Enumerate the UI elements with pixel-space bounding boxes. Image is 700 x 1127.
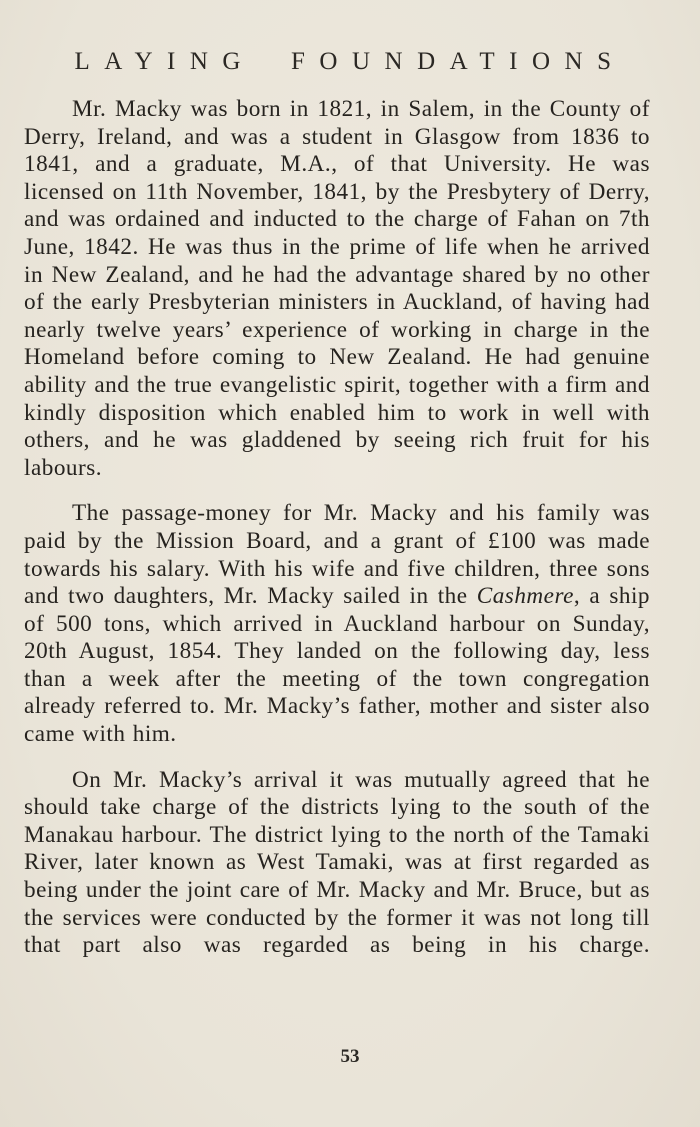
running-head-word-1: LAYING: [74, 48, 255, 75]
ship-name: Cashmere: [476, 583, 574, 610]
paragraph-3: On Mr. Macky’s arrival it was mutually agreed that he should take charge of the districts lying to the south of the Manakau harbour. The district lying to the north of the Tamaki River, later known as West Tamaki, was at first regarded as being under the joint care of Mr. Macky and Mr. Bruce, but as the services were conducted by the former it was not long till that part also was regarded as being in his charge.: [24, 766, 650, 959]
body-text: [24, 96, 650, 960]
paragraph-2: [24, 500, 650, 748]
paragraph-2-text-a: The passage-money for Mr. Macky and his family was paid by the Mission Board, and a grant of £100 was made towards his salary. With his wife and five children, three sons and two daughters, Mr. Macky sailed in the: [24, 500, 650, 610]
running-head: [0, 48, 700, 76]
paragraph-1: Mr. Macky was born in 1821, in Salem, in the County of Derry, Ireland, and was a student in Glasgow from 1836 to 1841, and a graduate, M.A., of that University. He was licensed on 11th November, 1841, by the Presbytery of Derry, and was ordained and inducted to the charge of Fahan on 7th June, 1842. He was thus in the prime of life when he arrived in New Zealand, and he had the advantage shared by no other of the early Presbyterian ministers in Auckland, of having had nearly twelve years’ experience of working in charge in the Homeland before coming to New Zealand. He had genuine ability and the true evangelistic spirit, together with a firm and kindly disposition which enabled him to work in well with others, and he was gladdened by seeing rich fruit for his labours.: [24, 96, 650, 481]
paragraph-2-text-b: , a ship of 500 tons, which arrived in Auckland harbour on Sunday, 20th August, 1854. They landed on the following day, less than a week after the meeting of the town congregation already referred to. Mr. Macky’s father, mother and sister also came with him.: [24, 583, 650, 748]
running-head-word-2: FOUNDATIONS: [291, 48, 626, 75]
page-number: 53: [340, 1046, 360, 1067]
